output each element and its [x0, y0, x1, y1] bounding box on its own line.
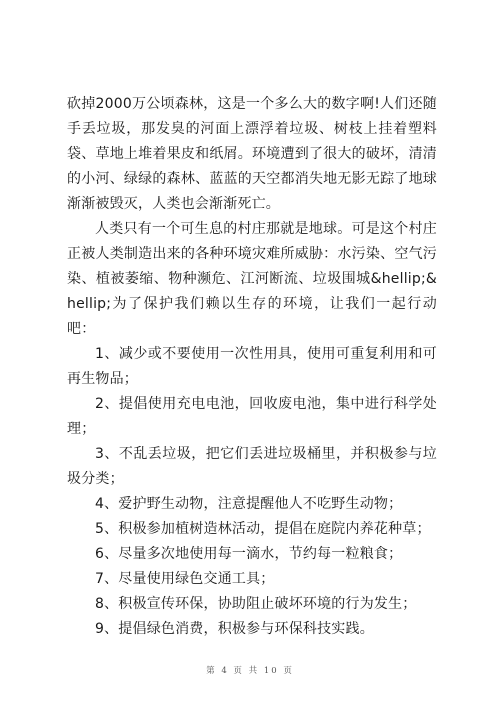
list-item-1: 1、减少或不要使用一次性用具，使用可重复利用和可再生物品；: [67, 346, 437, 387]
paragraph-deforestation: 砍掉2000万公顷森林，这是一个多么大的数字啊!人们还随手丢垃圾，那发臭的河面上漂浮着垃圾、树枝上挂着塑料袋、草地上堆着果皮和纸屑。环境遭到了很大的破坏，清清的小河、绿绿的森林、蓝蓝的天空都消失地无影无踪了地球渐渐被毁灭，人类也会渐渐死亡。: [67, 96, 437, 212]
list-item-8: 8、积极宣传环保，协助阻止破坏环境的行为发生；: [95, 596, 417, 612]
list-item-9: 9、提倡绿色消费，积极参与环保科技实践。: [95, 621, 374, 637]
paragraph-earth-village: 人类只有一个可生息的村庄那就是地球。可是这个村庄正被人类制造出来的各种环境灾难所威胁：水污染、空气污染、植被萎缩、物种濒危、江河断流、垃圾围城&hellip;&hellip;为了保护我们赖以生存的环境，让我们一起行动吧：: [67, 221, 437, 337]
list-item-4: 4、爱护野生动物，注意提醒他人不吃野生动物；: [95, 496, 403, 512]
page-number-footer: 第 4 页 共 10 页: [206, 666, 294, 676]
list-item-3: 3、不乱丢垃圾，把它们丢进垃圾桶里，并积极参与垃圾分类；: [67, 446, 437, 487]
document-body: [67, 92, 437, 642]
list-item-7: 7、尽量使用绿色交通工具；: [95, 571, 275, 587]
list-item-2: 2、提倡使用充电电池，回收废电池，集中进行科学处理；: [67, 396, 437, 437]
list-item-5: 5、积极参加植树造林活动，提倡在庭院内养花种草；: [95, 521, 431, 537]
list-item-6: 6、尽量多次地使用每一滴水，节约每一粒粮食；: [95, 546, 403, 562]
